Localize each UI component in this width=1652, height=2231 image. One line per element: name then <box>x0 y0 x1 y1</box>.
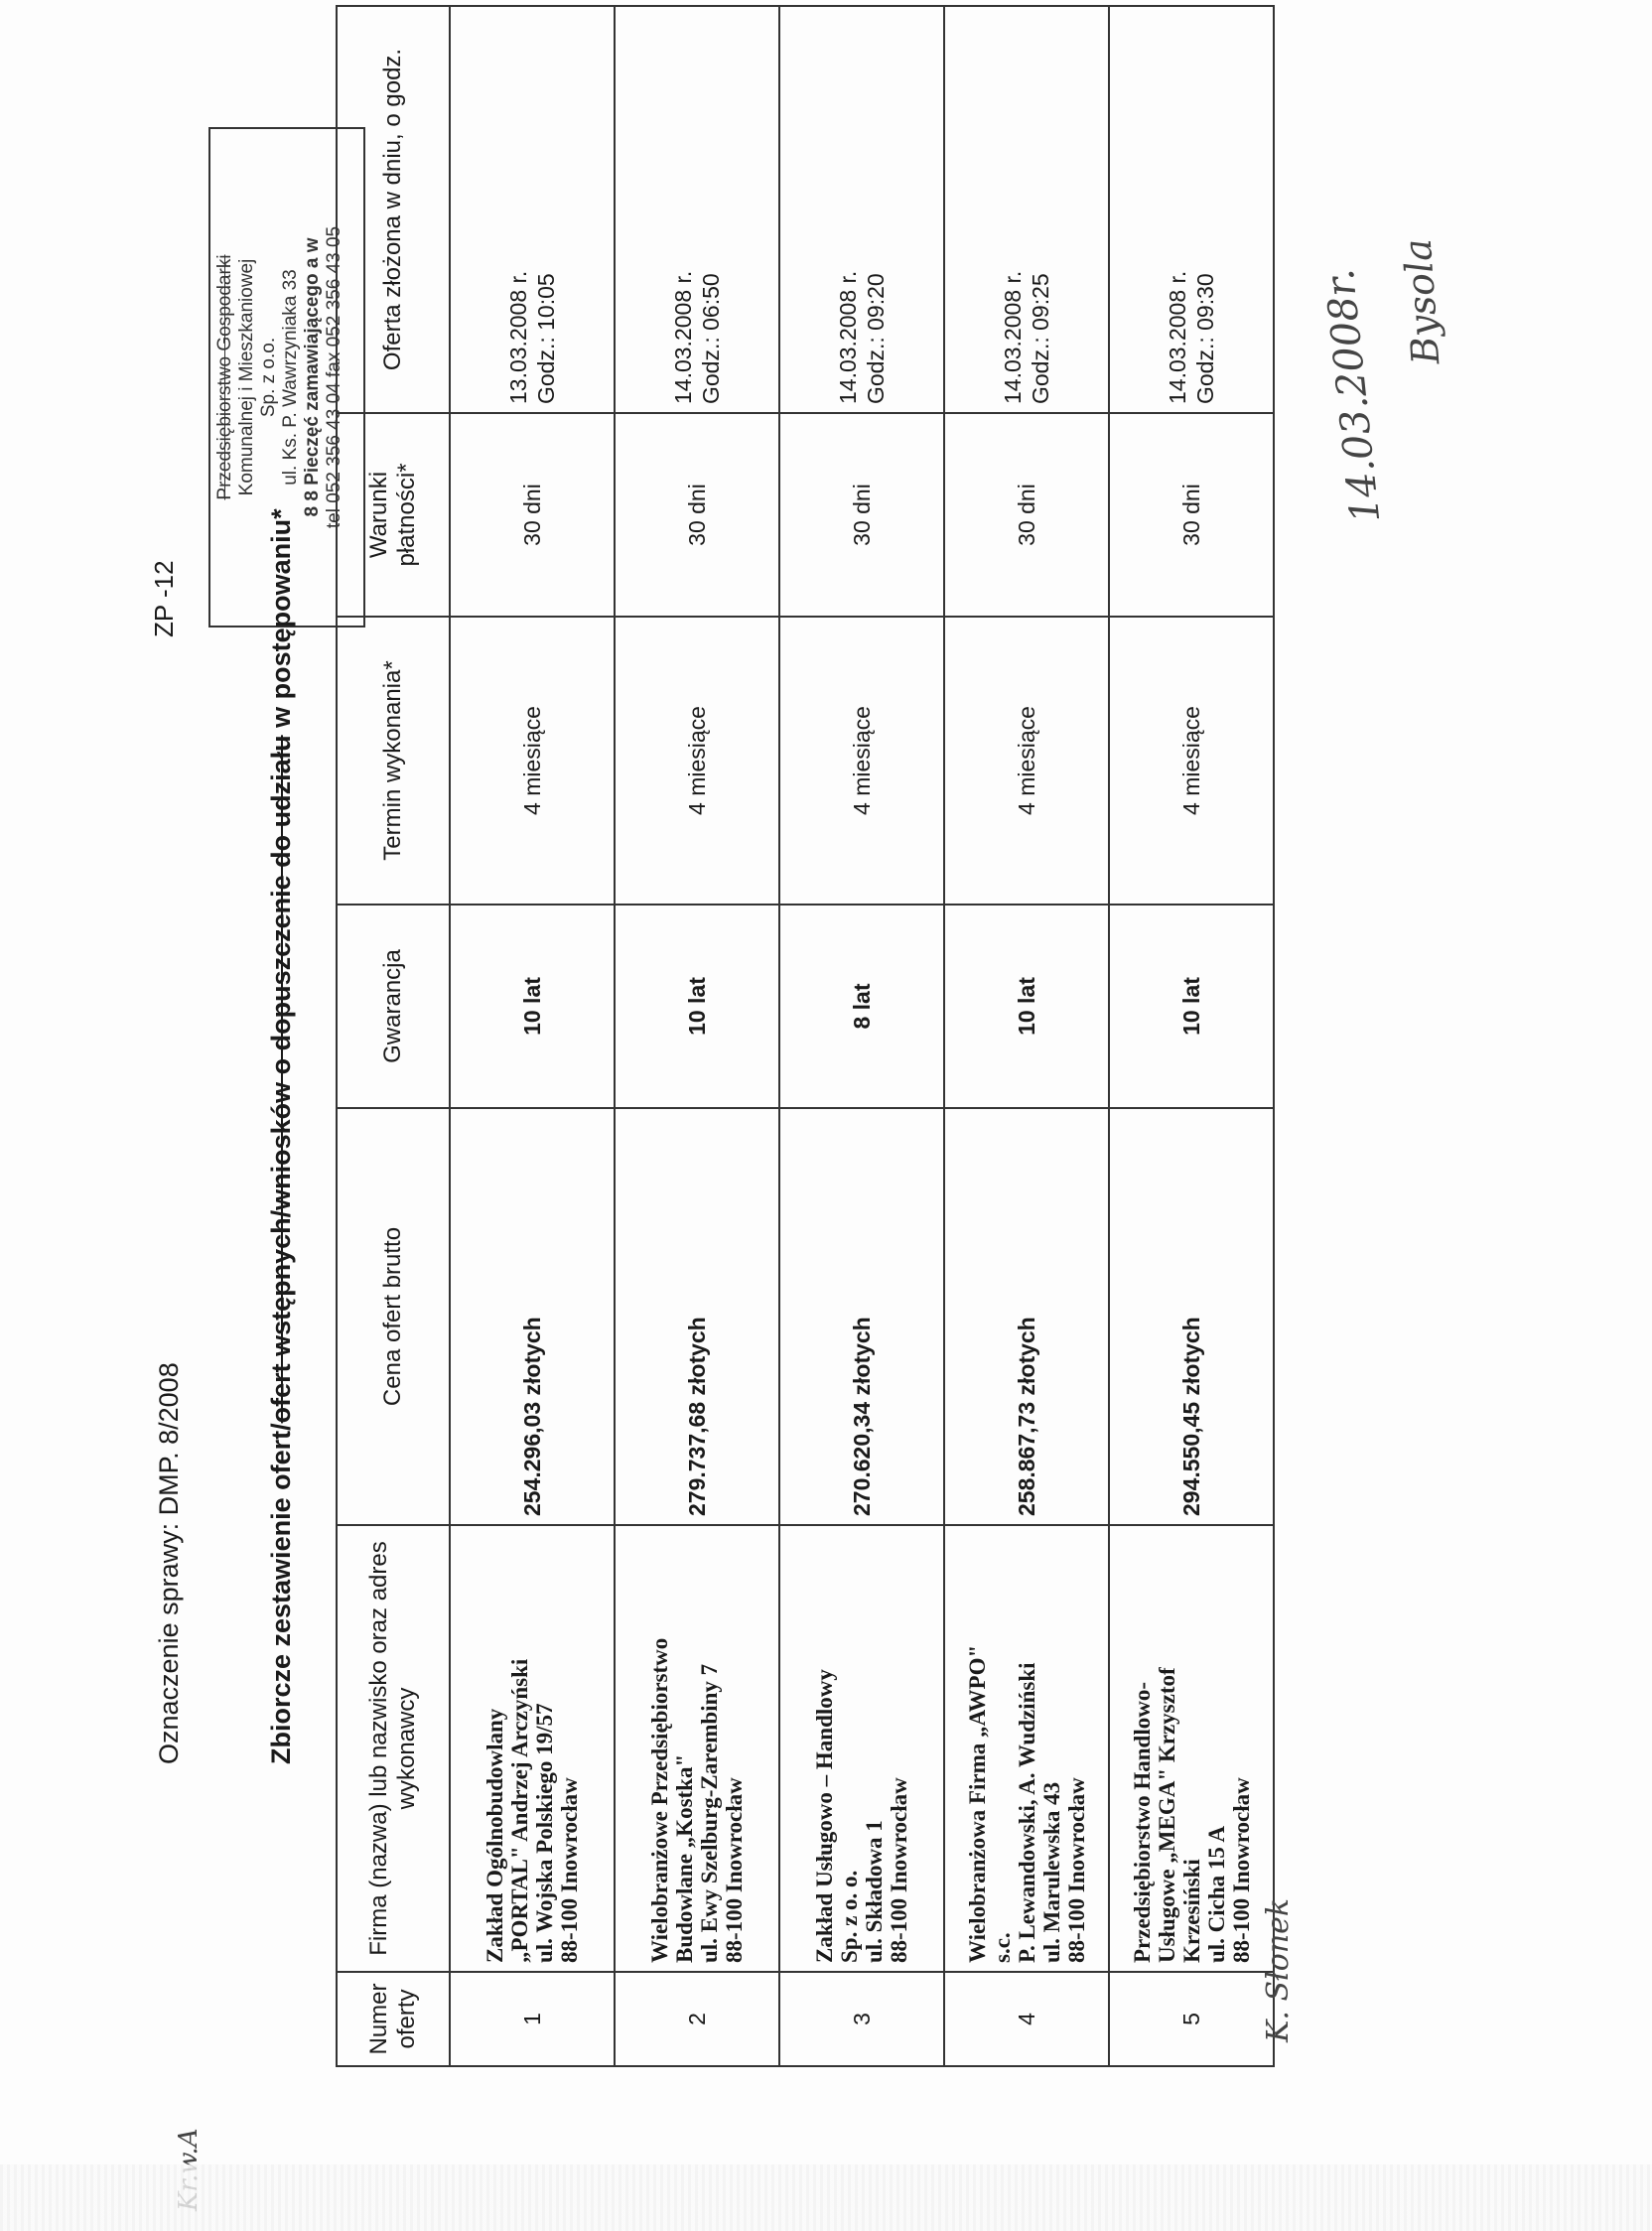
header-number: Numer oferty <box>337 1972 450 2066</box>
case-number: Oznaczenie sprawy: DMP. 8/2008 <box>154 1362 184 1764</box>
firm-line: Zakład Usługowo – Handlowy <box>812 1669 837 1963</box>
firm-line: Budowlane „Kostka" <box>672 1753 697 1963</box>
offer-payment: 30 dni <box>1109 413 1274 617</box>
header-term: Termin wykonania* <box>337 617 450 905</box>
submitted-date: 13.03.2008 r. <box>505 270 531 404</box>
firm-name-address <box>1109 1525 1274 1972</box>
firm-line: Krzesiński <box>1178 1859 1204 1963</box>
header-warranty: Gwarancja <box>337 905 450 1108</box>
offer-term: 4 miesiące <box>450 617 615 905</box>
offer-payment: 30 dni <box>615 413 779 617</box>
table-row <box>944 6 1109 2066</box>
submitted-date: 14.03.2008 r. <box>1000 270 1026 404</box>
title-part-struck: ofert wstępnych/wniosków o dopuszczenie do udziału <box>266 735 296 1424</box>
header-price: Cena ofert brutto <box>337 1108 450 1525</box>
firm-line: Sp. z o. o. <box>837 1870 862 1963</box>
firm-line: s.c. <box>989 1932 1015 1963</box>
handwritten-date: 14.03.2008r. <box>1316 266 1390 525</box>
table-row <box>450 6 615 2066</box>
submitted-date: 14.03.2008 r. <box>1165 270 1190 404</box>
firm-line: P. Lewandowski, A. Wudziński <box>1014 1662 1039 1963</box>
submitted-date: 14.03.2008 r. <box>670 270 696 404</box>
offer-price: 279.737,68 złotych <box>615 1108 779 1525</box>
offer-warranty: 10 lat <box>1109 905 1274 1108</box>
scan-noise-strip <box>0 2164 1652 2231</box>
submitted-time: Godz.: 10:05 <box>533 273 559 404</box>
offer-payment: 30 dni <box>779 413 944 617</box>
submitted-time: Godz.: 09:30 <box>1192 273 1218 404</box>
firm-line: 88-100 Inowrocław <box>887 1777 911 1963</box>
offer-number: 4 <box>944 1972 1109 2066</box>
submitted-time: Godz.: 06:50 <box>698 273 724 404</box>
firm-name-address <box>944 1525 1109 1972</box>
offer-term: 4 miesiące <box>779 617 944 905</box>
handwritten-signature-left: K. Słonek <box>1261 1897 1296 2042</box>
offer-submitted <box>615 6 779 413</box>
offer-price: 254.296,03 złotych <box>450 1108 615 1525</box>
stamp-line-5: 8 8 Pieczęć zamawiającego a w <box>302 237 323 517</box>
document-title <box>266 508 297 1764</box>
offer-warranty: 10 lat <box>944 905 1109 1108</box>
offer-price: 294.550,45 złotych <box>1109 1108 1274 1525</box>
stamp-line-6: tel 052 356 43 04 fax 052 356 43 05 <box>324 225 344 529</box>
offer-submitted <box>779 6 944 413</box>
table-row <box>1109 6 1274 2066</box>
stamp-line-1: Przedsiębiorstwo Gospodarki <box>214 254 235 500</box>
firm-line: ul. Ewy Szelburg-Zarembiny 7 <box>697 1663 722 1963</box>
offer-warranty: 10 lat <box>615 905 779 1108</box>
table-row <box>779 6 944 2066</box>
firm-line: 88-100 Inowrocław <box>557 1777 582 1963</box>
firm-line: ul. Marulewska 43 <box>1038 1781 1064 1963</box>
offer-number: 1 <box>450 1972 615 2066</box>
firm-line: 88-100 Inowrocław <box>1228 1777 1254 1963</box>
firm-line: Przedsiębiorstwo Handlowo- <box>1129 1681 1155 1963</box>
table-header-row <box>337 6 450 2066</box>
firm-line: „PORTAL" Andrzej Arczyński <box>507 1658 532 1963</box>
offer-term: 4 miesiące <box>944 617 1109 905</box>
firm-line: Usługowe „MEGA" Krzysztof <box>1154 1667 1179 1963</box>
submitted-time: Godz.: 09:25 <box>1028 273 1053 404</box>
title-part-3: w postępowaniu* <box>266 508 296 736</box>
stamp-line-4: ul. Ks. P. Wawrzyniaka 33 <box>280 269 301 486</box>
offer-number: 3 <box>779 1972 944 2066</box>
submitted-date: 14.03.2008 r. <box>835 270 861 404</box>
firm-line: ul. Wojska Polskiego 19/57 <box>532 1703 557 1963</box>
stamp-line-3: Sp. z o.o. <box>258 337 279 418</box>
firm-name-address <box>615 1525 779 1972</box>
offer-price: 258.867,73 złotych <box>944 1108 1109 1525</box>
offer-submitted <box>450 6 615 413</box>
table-row <box>615 6 779 2066</box>
offer-payment: 30 dni <box>450 413 615 617</box>
title-part-1: Zbiorcze zestawienie ofert/ <box>266 1423 296 1764</box>
firm-line: Wielobranżowa Firma „AWPO" <box>964 1644 990 1963</box>
form-code: ZP -12 <box>149 560 179 637</box>
submitted-time: Godz.: 09:20 <box>863 273 889 404</box>
offer-number: 5 <box>1109 1972 1274 2066</box>
firm-line: 88-100 Inowrocław <box>722 1777 747 1963</box>
offer-warranty: 10 lat <box>450 905 615 1108</box>
offer-submitted <box>1109 6 1274 413</box>
firm-line: Wielobranżowe Przedsiębiorstwo <box>647 1637 672 1963</box>
header-payment: Warunki płatności* <box>337 413 450 617</box>
firm-name-address <box>779 1525 944 1972</box>
firm-line: 88-100 Inowrocław <box>1063 1777 1089 1963</box>
offer-submitted <box>944 6 1109 413</box>
header-firm: Firma (nazwa) lub nazwisko oraz adres wykonawcy <box>337 1525 450 1972</box>
offer-term: 4 miesiące <box>615 617 779 905</box>
handwritten-signature-right: Bysola <box>1395 237 1448 366</box>
offer-number: 2 <box>615 1972 779 2066</box>
offer-warranty: 8 lat <box>779 905 944 1108</box>
firm-line: ul. Cicha 15 A <box>1203 1825 1229 1963</box>
stamp-line-2: Komunalnej i Mieszkaniowej <box>236 258 257 496</box>
firm-line: ul. Składowa 1 <box>862 1820 887 1963</box>
offer-price: 270.620,34 złotych <box>779 1108 944 1525</box>
offers-table <box>336 5 1275 2067</box>
firm-name-address <box>450 1525 615 1972</box>
offer-payment: 30 dni <box>944 413 1109 617</box>
firm-line: Zakład Ogólnobudowlany <box>482 1708 507 1963</box>
offer-term: 4 miesiące <box>1109 617 1274 905</box>
header-submitted: Oferta złożona w dniu, o godz. <box>337 6 450 413</box>
